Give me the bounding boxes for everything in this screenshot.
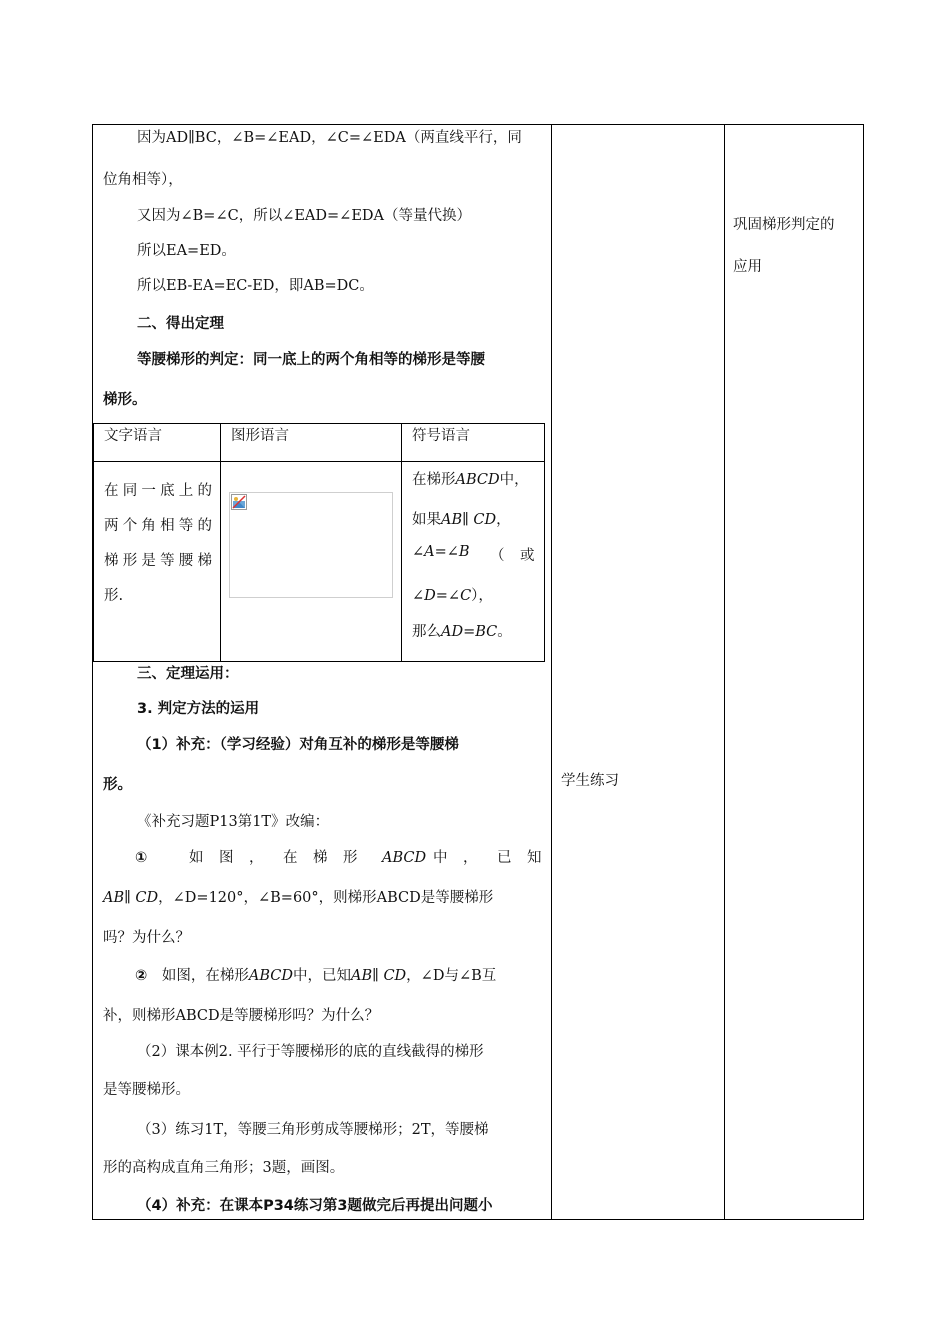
broken-image-icon: [231, 494, 247, 510]
text-line: 梯形是等腰梯: [104, 553, 212, 569]
theorem-table: [93, 423, 545, 662]
text-line: 在同一底上的: [104, 483, 212, 499]
text-language-cell: [94, 462, 221, 662]
supplement-text: （1）补充：（学习经验）对角互补的梯形是等腰梯: [137, 737, 459, 753]
symbol-line: 那么AD=BC。: [412, 624, 512, 640]
text-line: 形.: [104, 588, 124, 604]
column-divider: [551, 125, 552, 1219]
table-header: 文字语言: [94, 424, 221, 462]
student-activity: 学生练习: [561, 773, 619, 789]
figure-placeholder: [229, 492, 393, 598]
lesson-plan-table: [92, 124, 864, 1220]
supplement-text: （4）补充：在课本P34练习第3题做完后再提出问题小: [137, 1198, 493, 1214]
question-1-line: 吗？为什么？: [103, 930, 190, 946]
table-header: 图形语言: [221, 424, 402, 462]
design-purpose: 应用: [733, 259, 762, 275]
theorem-text: 梯形。: [103, 392, 147, 408]
teaching-content-column: 因为AD∥BC，∠B=∠EAD，∠C=∠EDA（两直线平行，同 位角相等）， 又因为∠B=∠C，所以∠EAD=∠EDA（等量代换） 所以EA=ED。 所以EB-EA=EC-ED，即AB=DC。 二、得出定理 等腰梯形的判定：同一底上的两个角相等的梯形是等腰 梯形。 文字语言 图形语言 符号语言 在同一底上的 两个角相等的 梯形是等腰梯 形. 在梯形ABCD中， 如果AB∥ CD， ∠A=∠B （ 或 ∠D=∠C）， 那么AD=BC。 三、定理运用： 3. 判定方法的运用 （1）补充：（学习经验）对角互补的梯形是等腰梯 形。 《补充习题P13第1T》改编： ① 如 图 ， 在 梯 形 ABCD 中 ， 已 知 AB∥ CD，∠D=120°，∠B=60°，则梯形ABCD是等腰梯形 吗？为什么？ ② 如图，在梯形ABCD中，已知AB∥ CD，∠D与∠B互 补，则梯形ABCD是等腰梯形吗？为什么？ （2）课本例2. 平行于等腰梯形的底的直线截得的梯形 是等腰梯形。 （3）练习1T，等腰三角形剪成等腰梯形；2T，等腰梯 形的高构成直角三角形；3题，画图。 （4）补充：在课本P34练习第3题做完后再提出问题小: [93, 125, 551, 1219]
proof-line: 位角相等），: [103, 172, 183, 188]
proof-line: 所以EA=ED。: [137, 243, 236, 259]
design-purpose: 巩固梯形判定的: [733, 217, 835, 233]
section-heading: 二、得出定理: [137, 316, 224, 332]
example-text: （2）课本例2. 平行于等腰梯形的底的直线截得的梯形: [137, 1044, 484, 1060]
proof-line: 因为AD∥BC，∠B=∠EAD，∠C=∠EDA（两直线平行，同: [137, 130, 522, 146]
table-header: 符号语言: [402, 424, 545, 462]
section-heading: 三、定理运用：: [137, 666, 239, 682]
symbol-language-cell: [402, 462, 545, 662]
theorem-text: 等腰梯形的判定：同一底上的两个角相等的梯形是等腰: [137, 352, 485, 368]
text-line: 两个角相等的: [104, 518, 212, 534]
exercise-text: （3）练习1T，等腰三角形剪成等腰梯形；2T，等腰梯: [137, 1122, 489, 1138]
question-1-line: AB∥ CD，∠D=120°，∠B=60°，则梯形ABCD是等腰梯形: [103, 890, 494, 906]
supplement-text: 形。: [103, 777, 132, 793]
example-text: 是等腰梯形。: [103, 1082, 190, 1098]
subsection-heading: 3. 判定方法的运用: [137, 701, 260, 717]
source-note: 《补充习题P13第1T》改编：: [137, 814, 330, 830]
proof-line: 又因为∠B=∠C，所以∠EAD=∠EDA（等量代换）: [137, 208, 472, 224]
column-divider: [724, 125, 725, 1219]
proof-line: 所以EB-EA=EC-ED，即AB=DC。: [137, 278, 374, 294]
symbol-line: 如果AB∥ CD，: [412, 512, 511, 528]
question-2-line: 补，则梯形ABCD是等腰梯形吗？为什么？: [103, 1008, 380, 1024]
symbol-line: 在梯形ABCD中，: [412, 472, 529, 488]
figure-language-cell: [221, 462, 402, 662]
exercise-text: 形的高构成直角三角形；3题，画图。: [103, 1160, 345, 1176]
symbol-line: ∠D=∠C），: [412, 588, 493, 604]
symbol-line: ∠A=∠B （ 或: [412, 544, 535, 564]
question-2-line: ② 如图，在梯形ABCD中，已知AB∥ CD，∠D与∠B互: [135, 968, 497, 984]
